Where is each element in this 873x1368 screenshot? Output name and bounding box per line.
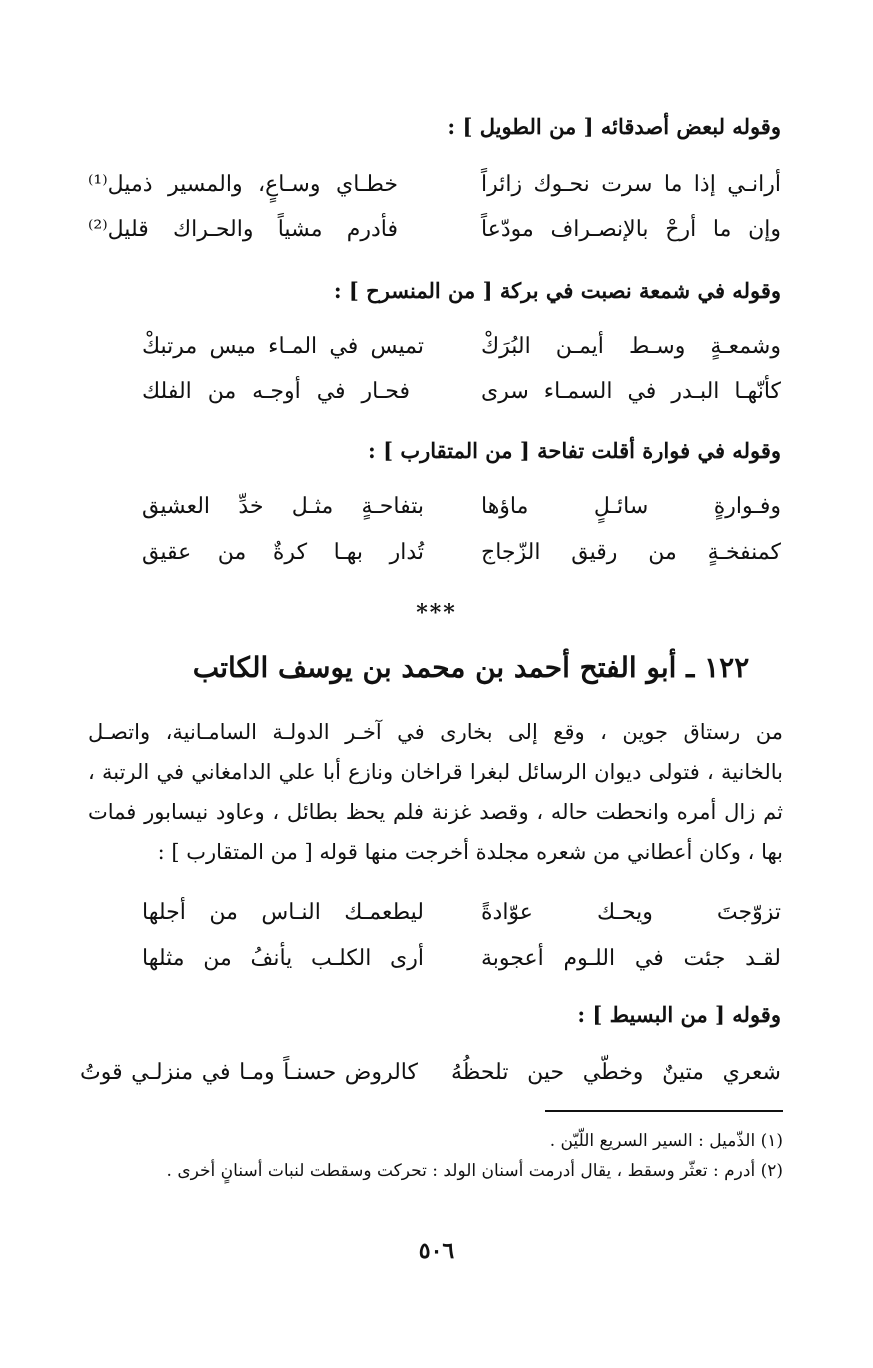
verse-second-hemistich: بتفاحـةٍ مثـل خدِّ العشيق	[142, 494, 424, 519]
footnote: (٢) أدرم : تعثّر وسقط ، يقال أدرمت أسنان الولد : تحركت وسقطت لنبات أسنانٍ أخرى .	[166, 1161, 783, 1181]
verse-second-hemistich: تُدار بهـا كرةٌ من عقيق	[142, 540, 424, 565]
verse-first-hemistich: وشمعـةٍ وسـط أيمـن البُرَكْ	[481, 334, 781, 359]
poem-intro: وقوله في فوارة أقلت تفاحة [ من المتقارب ] :	[368, 438, 781, 463]
section-heading: ١٢٢ ـ أبو الفتح أحمد بن محمد بن يوسف الكاتب	[192, 651, 750, 684]
page-number: ٥٠٦	[418, 1238, 455, 1264]
footnote: (١) الذّميل : السير السريع اللّيّن .	[549, 1131, 783, 1151]
bio-line: من رستاق جوين ، وقع إلى بخارى في آخـر الدولـة السامـانية، واتصـل	[88, 720, 783, 744]
verse-second-hemistich: كالروض حسنـاً ومـا في منزلـي قوتُ	[80, 1060, 418, 1085]
poem-intro: وقوله لبعض أصدقائه [ من الطويل ] :	[447, 114, 781, 139]
verse-second-hemistich: تميس في المـاء ميس مرتبكْ	[142, 334, 424, 359]
section-separator: ***	[416, 600, 457, 626]
verse-first-hemistich: أرانـي إذا ما سرت نحـوك زائراً	[481, 172, 781, 197]
verse-second-hemistich: فحـار في أوجـه من الفلك	[142, 379, 410, 404]
verse-first-hemistich: وإن ما أرحْ بالإنصـراف مودّعاً	[481, 217, 781, 242]
verse-first-hemistich: كمنفخـةٍ من رقيق الزّجاج	[481, 540, 781, 565]
verse-second-hemistich: ليطعمـك النـاس من أجلها	[142, 900, 424, 925]
bio-line: بها ، وكان أعطاني من شعره مجلدة أخرجت منها قوله [ من المتقارب ] :	[157, 840, 783, 864]
poem-intro: وقوله في شمعة نصبت في بركة [ من المنسرح ] :	[333, 278, 781, 303]
verse-first-hemistich: شعري متينٌ وخطّي حين تلحظُهُ	[451, 1060, 781, 1085]
poem-intro: وقوله [ من البسيط ] :	[577, 1002, 781, 1027]
verse-second-hemistich: فأدرم مشياً والحـراك قليل⁽²⁾	[88, 217, 398, 242]
verse-second-hemistich: أرى الكلـب يأنفُ من مثلها	[142, 946, 424, 971]
footnote-rule	[545, 1110, 783, 1112]
bio-line: ثم زال أمره وانحطت حاله ، وقصد غزنة فلم يحظ بطائل ، وعاود نيسابور فمات	[88, 800, 783, 824]
verse-first-hemistich: لقـد جئت في اللـوم أعجوبة	[481, 946, 781, 971]
verse-second-hemistich: خطـاي وسـاعٍ، والمسير ذميل⁽¹⁾	[88, 172, 398, 197]
bio-line: بالخانية ، فتولى ديوان الرسائل لبغرا قراخان ونازع أبا علي الدامغاني في الرتبة ،	[88, 760, 783, 784]
verse-first-hemistich: تزوّجتَ ويحـك عوّادةً	[481, 900, 781, 925]
verse-first-hemistich: كأنّهـا البـدر في السمـاء سرى	[481, 379, 781, 404]
verse-first-hemistich: وفـوارةٍ سائـلٍ ماؤها	[481, 494, 781, 519]
